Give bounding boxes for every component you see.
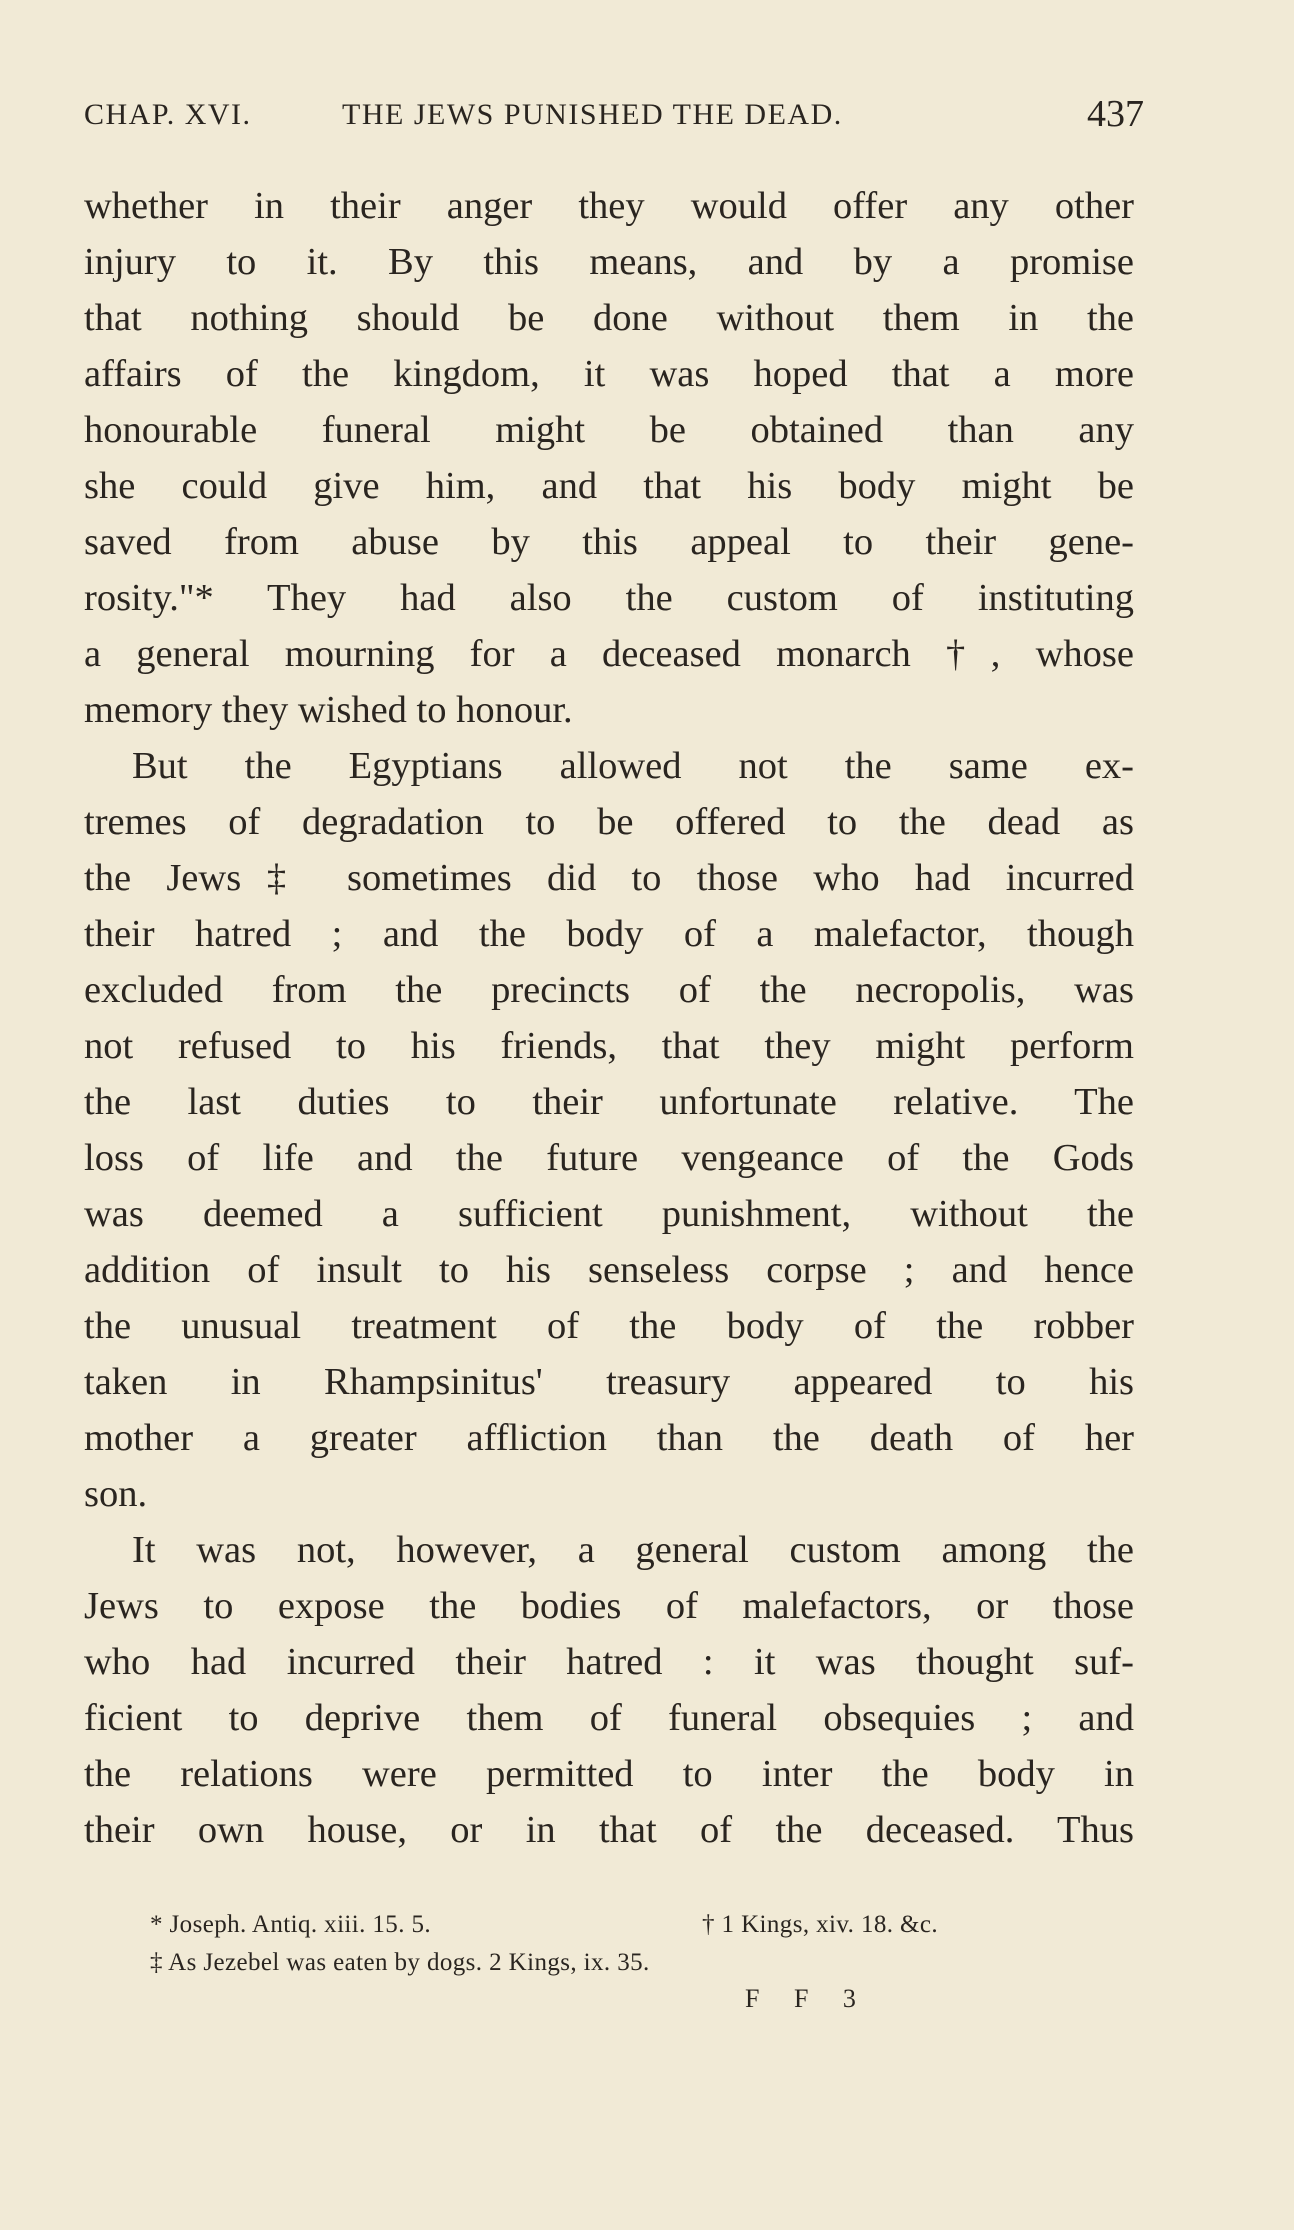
text-line: the relations were permitted to inter the body in — [84, 1753, 1134, 1795]
text-line: tremes of degradation to be offered to the dead as — [84, 801, 1134, 843]
text-line: not refused to his friends, that they might perform — [84, 1025, 1134, 1067]
footnote: † 1 Kings, xiv. 18. &c. — [702, 1911, 939, 1938]
chapter-label: CHAP. XVI. — [84, 98, 252, 131]
page-number: 437 — [1087, 93, 1144, 135]
signature-mark: F F 3 — [745, 1984, 870, 2013]
text-line: a general mourning for a deceased monarch †, whose — [84, 633, 1134, 675]
text-line: saved from abuse by this appeal to their gene- — [84, 521, 1134, 563]
running-head — [84, 93, 1144, 142]
text-line: ficient to deprive them of funeral obsequies ; and — [84, 1697, 1134, 1739]
text-line: that nothing should be done without them in the — [84, 297, 1134, 339]
text-line: their own house, or in that of the deceased. Thus — [84, 1809, 1134, 1851]
text-line: honourable funeral might be obtained than any — [84, 409, 1134, 451]
text-line: memory they wished to honour. — [84, 689, 573, 731]
text-line: the Jews‡ sometimes did to those who had incurred — [84, 857, 1134, 899]
text-line: excluded from the precincts of the necropolis, was — [84, 969, 1134, 1011]
text-line: who had incurred their hatred : it was thought suf- — [84, 1641, 1134, 1683]
text-line: rosity."* They had also the custom of instituting — [84, 577, 1134, 619]
text-line: Jews to expose the bodies of malefactors, or those — [84, 1585, 1134, 1627]
text-line: she could give him, and that his body might be — [84, 465, 1134, 507]
text-line: injury to it. By this means, and by a promise — [84, 241, 1134, 283]
footnote: * Joseph. Antiq. xiii. 15. 5. — [150, 1911, 432, 1938]
text-line: addition of insult to his senseless corpse ; and hence — [84, 1249, 1134, 1291]
text-line: loss of life and the future vengeance of the Gods — [84, 1137, 1134, 1179]
text-line: son. — [84, 1473, 148, 1515]
text-line: their hatred ; and the body of a malefactor, though — [84, 913, 1134, 955]
text-line: the last duties to their unfortunate relative. The — [84, 1081, 1134, 1123]
text-line: the unusual treatment of the body of the robber — [84, 1305, 1134, 1347]
text-line: taken in Rhampsinitus' treasury appeared to his — [84, 1361, 1134, 1403]
text-line: whether in their anger they would offer any other — [84, 185, 1134, 227]
footnote: ‡ As Jezebel was eaten by dogs. 2 Kings, ix. 35. — [150, 1949, 650, 1976]
page-heading: THE JEWS PUNISHED THE DEAD. — [342, 98, 843, 131]
text-line: It was not, however, a general custom among the — [132, 1529, 1134, 1571]
text-line: was deemed a sufficient punishment, without the — [84, 1193, 1134, 1235]
text-line: mother a greater affliction than the death of her — [84, 1417, 1134, 1459]
text-line: But the Egyptians allowed not the same ex- — [132, 745, 1134, 787]
text-line: affairs of the kingdom, it was hoped that a more — [84, 353, 1134, 395]
